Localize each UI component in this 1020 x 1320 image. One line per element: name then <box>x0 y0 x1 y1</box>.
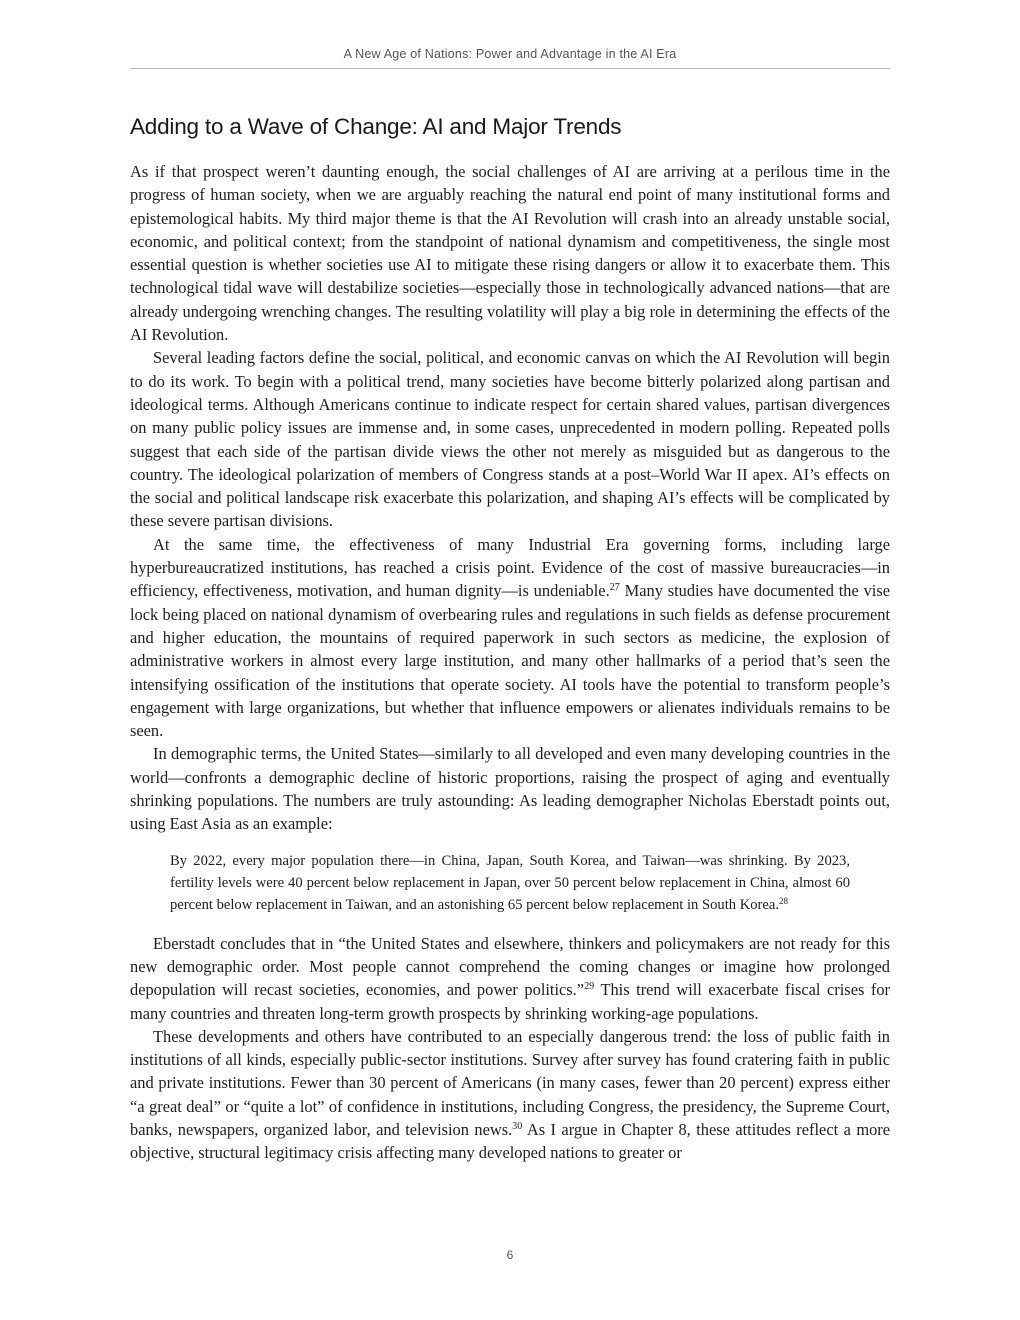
paragraph-5-text: Eberstadt concludes that in “the United States and elsewhere, thinkers and policymakers are not ready for this new demographic order. Most people cannot comprehend the coming changes or imagine how prolonged depopulation will recast societies, economies, and power politics.” <box>130 933 890 1000</box>
section-heading: Adding to a Wave of Change: AI and Major Trends <box>130 114 622 139</box>
paragraph-3-text: At the same time, the effectiveness of many Industrial Era governing forms, including large hyperbureaucratized institutions, has reached a crisis point. Evidence of the cost of massive bureaucracies—in efficiency, effectiveness, motivation, and human dignity—is undeniable. <box>130 534 890 601</box>
body-text <box>130 160 890 1165</box>
footnote-ref-27[interactable]: 27 <box>609 582 620 594</box>
paragraph-3-text-cont: Many studies have documented the vise lock being placed on national dynamism of overbearing rules and regulations in such fields as defense procurement and higher education, the mountains of required paperwork in such sectors as medicine, the explosion of administrative workers in almost every large institution, and many other hallmarks of a period that’s seen the intensifying ossification of the institutions that operate society. AI tools have the potential to transform people’s engagement with large organizations, but whether that influence empowers or alienates individuals remains to be seen. <box>130 581 890 741</box>
quote-text: By 2022, every major population there—in China, Japan, South Korea, and Taiwan—was shrinking. By 2023, fertility levels were 40 percent below replacement in Japan, over 50 percent below replacement in China, almost 60 percent below replacement in Taiwan, and an astonishing 65 percent below replacement in South Korea. <box>170 852 850 913</box>
header-divider <box>130 68 890 69</box>
page-number: 6 <box>506 1248 514 1262</box>
footnote-ref-29[interactable]: 29 <box>584 981 595 993</box>
paragraph-5 <box>130 932 890 1025</box>
block-quote <box>130 836 890 932</box>
paragraph-6-text-cont: As I argue in Chapter 8, these attitudes reflect a more objective, structural legitimacy crisis affecting many developed nations to greater or <box>130 1119 890 1163</box>
paragraph-6 <box>130 1025 890 1165</box>
paragraph-3 <box>130 533 890 743</box>
paragraph-4: In demographic terms, the United States—similarly to all developed and even many developing countries in the world—confronts a demographic decline of historic proportions, raising the prospect of aging and eventually shrinking populations. The numbers are truly astounding: As leading demographer Nicholas Eberstadt points out, using East Asia as an example: <box>130 744 890 834</box>
paragraph-1: As if that prospect weren’t daunting enough, the social challenges of AI are arriving at a perilous time in the progress of human society, when we are arguably reaching the natural end point of many institutional forms and epistemological habits. My third major theme is that the AI Revolution will crash into an already unstable social, economic, and political context; from the standpoint of national dynamism and competitiveness, the single most essential question is whether societies use AI to mitigate these rising dangers or allow it to exacerbate them. This technological tidal wave will destabilize societies—especially those in technologically advanced nations—that are already undergoing wrenching changes. The resulting volatility will play a big role in determining the effects of the AI Revolution. <box>130 162 890 345</box>
paragraph-6-text: These developments and others have contributed to an especially dangerous trend: the loss of public faith in institutions of all kinds, especially public-sector institutions. Survey after survey has found cratering faith in public and private institutions. Fewer than 30 percent of Americans (in many cases, fewer than 20 percent) express either “a great deal” or “quite a lot” of confidence in institutions, including Congress, the presidency, the Supreme Court, banks, newspapers, organized labor, and television news. <box>130 1026 890 1139</box>
paragraph-5-text-cont: This trend will exacerbate fiscal crises for many countries and threaten long-term growth prospects by shrinking working-age populations. <box>130 980 890 1023</box>
paragraph-2: Several leading factors define the social, political, and economic canvas on which the AI Revolution will begin to do its work. To begin with a political trend, many societies have become bitterly polarized along partisan and ideological terms. Although Americans continue to indicate respect for certain shared values, partisan divergences on many public policy issues are immense and, in some cases, unprecedented in modern polling. Repeated polls suggest that each side of the partisan divide views the other not merely as misguided but as dangerous to the country. The ideological polarization of members of Congress stands at a post–World War II apex. AI’s effects on the social and political landscape risk exacerbate this polarization, and shaping AI’s effects will be complicated by these severe partisan divisions. <box>130 348 890 531</box>
running-header: A New Age of Nations: Power and Advantage in the AI Era <box>343 47 677 61</box>
quote-text-wrap <box>170 850 850 916</box>
footnote-ref-30[interactable]: 30 <box>512 1121 523 1133</box>
footnote-ref-28[interactable]: 28 <box>779 895 789 906</box>
